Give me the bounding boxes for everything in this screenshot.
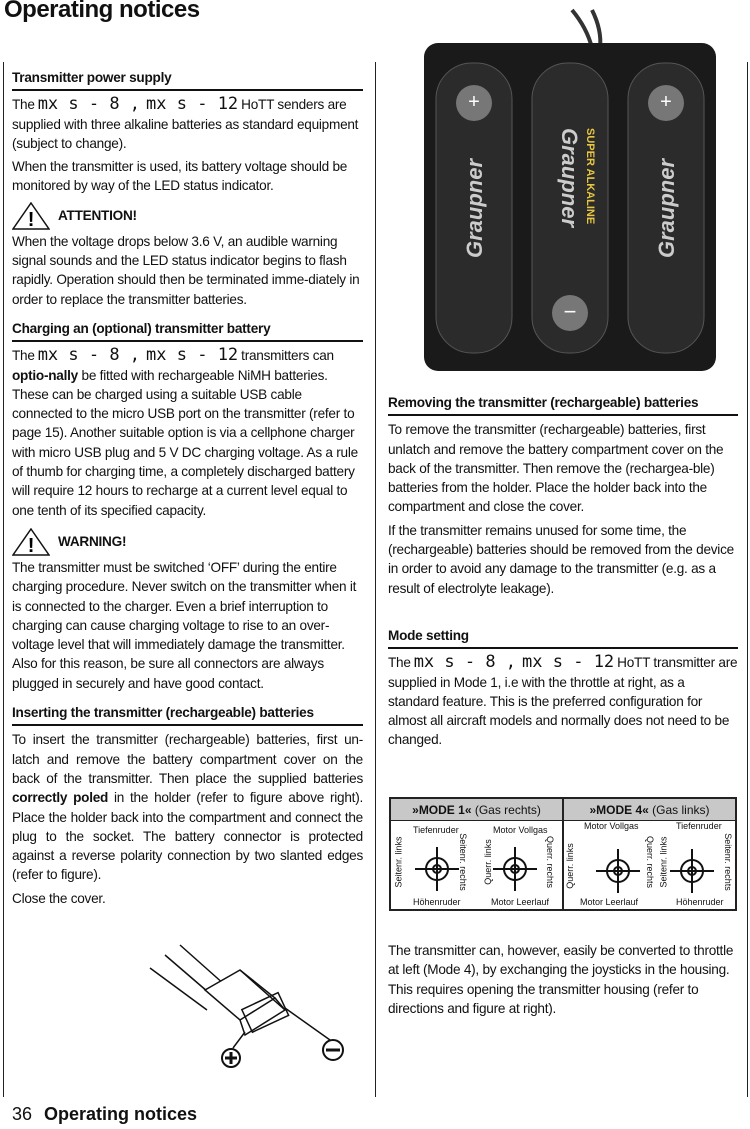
paragraph: To remove the transmitter (rechargeable) batteries, first unlatch and remove the battery compartment cover on the back of the transmitter. Then remove the (rechargea-ble) batteries from the holder. Place the holder back into the compartment and close the cover. [388, 422, 724, 515]
right-column-bottom [388, 941, 738, 1022]
battery-connector-figure [145, 940, 355, 1070]
paragraph: The mx s - 8 , mx s - 12 HoTT transmitter are supplied in Mode 1, i.e with the throttle at right, as a standard feature. This is the preferred configuration for almost all aircraft models and normally does not need to be changed. [388, 652, 738, 748]
joystick-crosshair-icon [668, 847, 716, 895]
section-heading: Removing the transmitter (rechargeable) batteries [388, 393, 738, 416]
paragraph: The mx s - 8 , mx s - 12 transmitters can optio-nally be fitted with rechargeable NiMH batteries. These can be charged using a suitable USB cable connected to the micro USB port on the transmitter (refer to page 15). Another suitable option is via a cellphone charger with micro USB plug and 5 V DC charging voltage. As a rule of thumb for charging time, a completely discharged battery will require 12 hours to recharge at a current level equal to one tenth of its specified capacity. [12, 345, 358, 518]
svg-text:−: − [563, 299, 577, 324]
svg-text:!: ! [27, 534, 35, 556]
paragraph: The transmitter can, however, easily be converted to throttle at left (Mode 4), by exchanging the joysticks in the housing. This requires opening the transmitter housing (refer to directions and figure at right). [388, 943, 734, 1016]
section-heading: Charging an (optional) transmitter battery [12, 319, 363, 342]
page-footer [12, 1104, 197, 1125]
minus-icon [323, 1040, 343, 1060]
svg-text:+: + [468, 91, 480, 113]
section-heading: Inserting the transmitter (rechargeable) batteries [12, 703, 363, 726]
joystick-crosshair-icon [491, 845, 539, 893]
paragraph: When the transmitter is used, its battery voltage should be monitored by way of the LED status indicator. [12, 159, 348, 194]
battery-holder-photo [422, 8, 718, 373]
right-column [388, 393, 738, 754]
photo-brand: Graupner [557, 128, 582, 228]
mode-4-panel: »MODE 4« (Gas links) Motor Vollgas Tiefenruder Motor Leerlauf Höhenruder Querr. links Querr. rechts Seitenr. links Seitenr. rechts [564, 799, 735, 909]
photo-brand: Graupner [654, 158, 679, 258]
svg-text:!: ! [27, 208, 35, 230]
attention-notice: ! ATTENTION! [12, 202, 363, 230]
joystick-crosshair-icon [594, 847, 642, 895]
joystick-crosshair-icon [413, 845, 461, 893]
photo-brand: Graupner [462, 158, 487, 258]
photo-label: SUPER ALKALINE [584, 128, 596, 225]
left-border [3, 62, 4, 1097]
mode-1-panel: »MODE 1« (Gas rechts) Tiefenruder Motor Vollgas Höhenruder Motor Leerlauf Seitenr. links Seitenr. rechts Querr. links Querr. rechts [391, 799, 564, 909]
paragraph: The mx s - 8 , mx s - 12 HoTT senders are supplied with three alkaline batteries as standard equipment (subject to change). [12, 94, 359, 151]
paragraph: Close the cover. [12, 890, 106, 906]
svg-text:+: + [660, 91, 672, 113]
right-border [747, 62, 748, 1097]
page-number: 36 [12, 1104, 33, 1124]
warning-triangle-icon [12, 202, 50, 230]
mode-diagram [389, 797, 737, 911]
section-heading: Transmitter power supply [12, 68, 363, 91]
left-column [12, 68, 363, 908]
warning-triangle-icon [12, 528, 50, 556]
section-heading: Mode setting [388, 626, 738, 649]
warning-text: The transmitter must be switched ‘OFF’ during the entire charging procedure. Never switch on the transmitter when it is connected to the charger. Even a brief interruption to charging can cause charging voltage to rise to an over-voltage level that will immediately damage the transmitter. Also for this reason, be sure all connectors are always plugged in securely and have good contact. [12, 559, 357, 691]
attention-text: When the voltage drops below 3.6 V, an audible warning signal sounds and the LED status indicator begins to flash rapidly. Operation should then be terminated imme-diately in order to replace the transmitter batteries. [12, 233, 360, 307]
paragraph: If the transmitter remains unused for some time, the (rechargeable) batteries should be removed from the device in order to avoid any damage to the transmitter (e.g. as a result of electrolyte leakage). [388, 522, 734, 596]
paragraph: To insert the transmitter (rechargeable) batteries, first un-latch and remove the battery compartment cover on the back of the transmitter. Then place the supplied batteries correctly poled in the holder (refer to figure above right). Place the holder back into the compartment and connect the plug to the socket. The battery connector is protected against a reverse polarity connection by two slanted edges (refer to figure). [12, 732, 364, 883]
column-divider [375, 62, 376, 1097]
plus-icon [222, 1049, 240, 1067]
footer-label: Operating notices [44, 1104, 198, 1124]
warning-notice: ! WARNING! [12, 528, 363, 556]
page-title: Operating notices [4, 0, 200, 23]
